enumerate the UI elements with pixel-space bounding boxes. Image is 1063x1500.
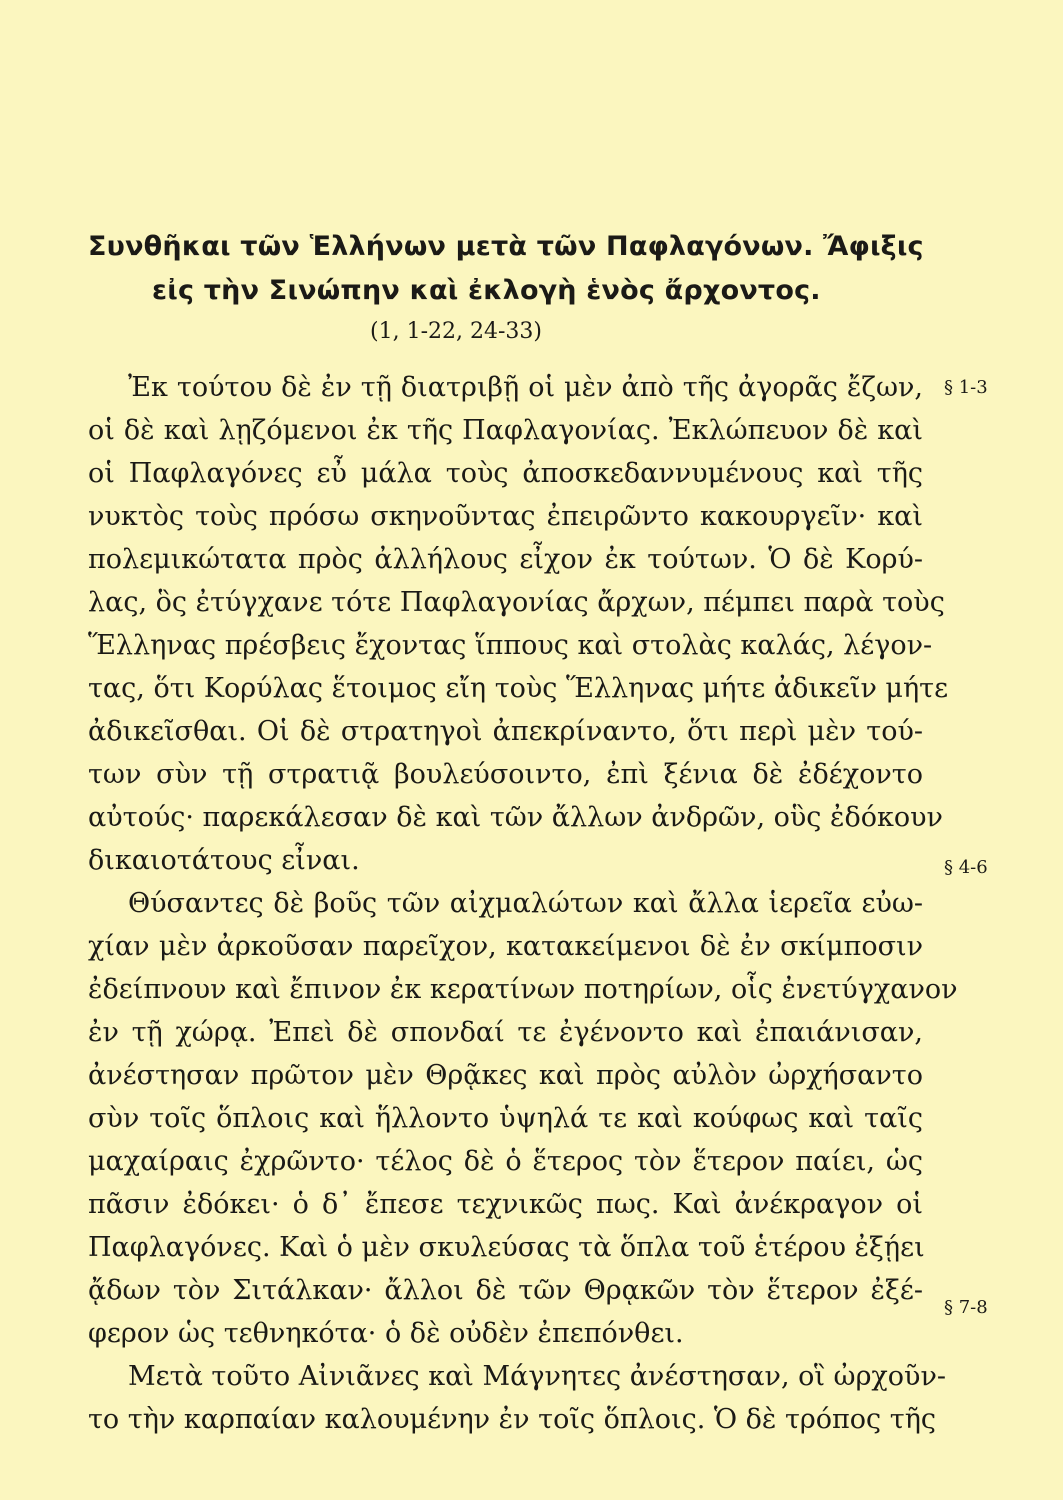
passage-reference: (1, 1-22, 24-33) — [370, 319, 542, 344]
text-line: πᾶσιν ἐδόκει· ὁ δ᾽ ἔπεσε τεχνικῶς πως. Καὶ ἀνέκραγον οἱ — [88, 1189, 923, 1220]
section-heading-line-2: εἰς τὴν Σινώπην καὶ ἐκλογὴ ἑνὸς ἄρχοντος. — [152, 275, 821, 306]
text-line: δικαιοτάτους εἶναι. — [88, 845, 360, 876]
text-line: το τὴν καρπαίαν καλουμένην ἐν τοῖς ὅπλοις. Ὁ δὲ τρόπος τῆς — [88, 1404, 936, 1435]
margin-note-section: § 4-6 — [944, 857, 988, 878]
text-line: τας, ὅτι Κορύλας ἕτοιμος εἴη τοὺς Ἕλληνας μήτε ἀδικεῖν μήτε — [88, 673, 949, 704]
text-line: ἐδείπνουν καὶ ἔπινον ἐκ κερατίνων ποτηρίων, οἷς ἐνετύγχανον — [88, 974, 958, 1005]
text-line: χίαν μὲν ἀρκοῦσαν παρεῖχον, κατακείμενοι δὲ ἐν σκίμποσιν — [88, 931, 923, 962]
text-line: Ἐκ τούτου δὲ ἐν τῇ διατριβῇ οἱ μὲν ἀπὸ τῆς ἀγορᾶς ἔζων, — [128, 372, 923, 403]
text-line: φερον ὡς τεθνηκότα· ὁ δὲ οὐδὲν ἐπεπόνθει. — [88, 1318, 684, 1349]
margin-note-section: § 7-8 — [944, 1297, 988, 1318]
text-line: μαχαίραις ἐχρῶντο· τέλος δὲ ὁ ἕτερος τὸν ἕτερον παίει, ὡς — [88, 1146, 923, 1177]
text-line: Παφλαγόνες. Καὶ ὁ μὲν σκυλεύσας τὰ ὅπλα τοῦ ἑτέρου ἐξῄει — [88, 1232, 925, 1263]
text-line: πολεμικώτατα πρὸς ἀλλήλους εἶχον ἐκ τούτων. Ὁ δὲ Κορύ- — [88, 544, 923, 575]
text-line: λας, ὃς ἐτύγχανε τότε Παφλαγονίας ἄρχων, πέμπει παρὰ τοὺς — [88, 587, 945, 618]
text-line: ἐν τῇ χώρᾳ. Ἐπεὶ δὲ σπονδαί τε ἐγένοντο καὶ ἐπαιάνισαν, — [88, 1017, 923, 1048]
margin-note-section: § 1-3 — [944, 377, 988, 398]
text-line: αὐτούς· παρεκάλεσαν δὲ καὶ τῶν ἄλλων ἀνδρῶν, οὓς ἐδόκουν — [88, 802, 943, 833]
text-line: ᾄδων τὸν Σιτάλκαν· ἄλλοι δὲ τῶν Θρᾳκῶν τὸν ἕτερον ἐξέ- — [88, 1275, 923, 1306]
text-line: σὺν τοῖς ὅπλοις καὶ ἥλλοντο ὑψηλά τε καὶ κούφως καὶ ταῖς — [88, 1103, 923, 1134]
section-heading-line-1: Συνθῆκαι τῶν Ἑλλήνων μετὰ τῶν Παφλαγόνων. Ἄφιξις — [88, 231, 924, 262]
text-line: οἱ δὲ καὶ λῃζόμενοι ἐκ τῆς Παφλαγονίας. Ἐκλώπευον δὲ καὶ — [88, 415, 923, 446]
text-line: Μετὰ τοῦτο Αἰνιᾶνες καὶ Μάγνητες ἀνέστησαν, οἳ ὠρχοῦν- — [128, 1361, 947, 1392]
text-line: νυκτὸς τοὺς πρόσω σκηνοῦντας ἐπειρῶντο κακουργεῖν· καὶ — [88, 501, 923, 532]
text-line: Ἕλληνας πρέσβεις ἔχοντας ἵππους καὶ στολὰς καλάς, λέγον- — [88, 630, 933, 661]
text-line: Θύσαντες δὲ βοῦς τῶν αἰχμαλώτων καὶ ἄλλα ἱερεῖα εὐω- — [128, 888, 923, 919]
text-line: οἱ Παφλαγόνες εὖ μάλα τοὺς ἀποσκεδαννυμένους καὶ τῆς — [88, 458, 923, 489]
text-line: ἀνέστησαν πρῶτον μὲν Θρᾷκες καὶ πρὸς αὐλὸν ὠρχήσαντο — [88, 1060, 923, 1091]
text-line: των σὺν τῇ στρατιᾷ βουλεύσοιντο, ἐπὶ ξένια δὲ ἐδέχοντο — [88, 759, 923, 790]
text-line: ἀδικεῖσθαι. Οἱ δὲ στρατηγοὶ ἀπεκρίναντο, ὅτι περὶ μὲν τού- — [88, 716, 923, 747]
